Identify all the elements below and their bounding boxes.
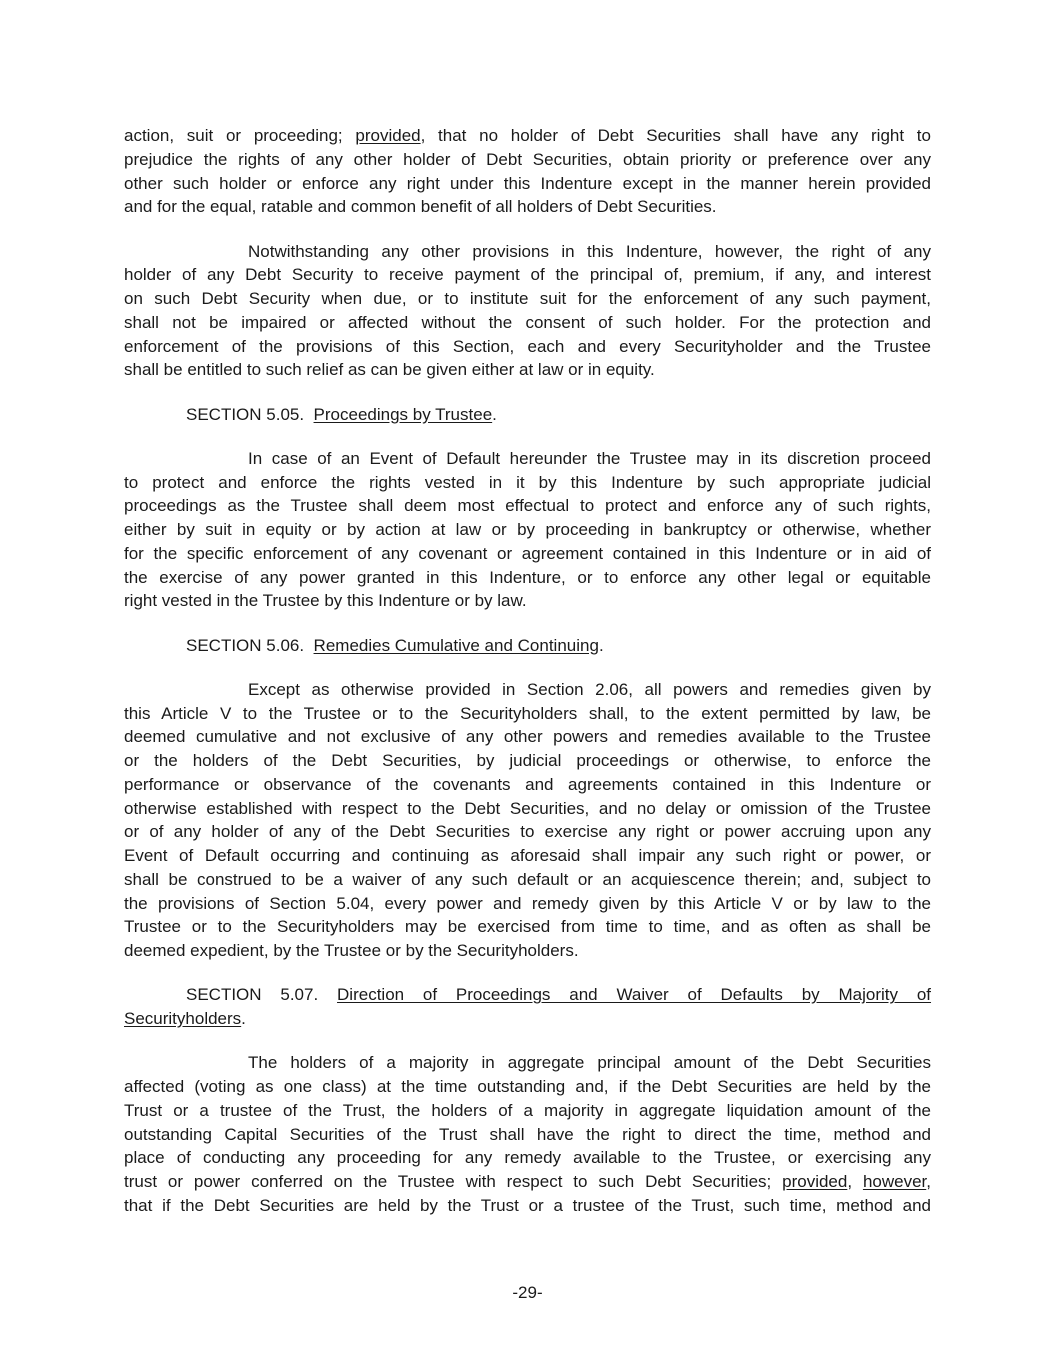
text-line [124, 634, 931, 658]
paragraph [124, 240, 931, 383]
text-line [124, 915, 931, 939]
text-run: . [492, 404, 497, 424]
underlined-text: provided [782, 1172, 848, 1191]
paragraph [124, 124, 931, 219]
text-run: prejudice the rights of any other holder of Debt Securities, obtain priority or preference over any [124, 149, 931, 169]
text-run: shall be entitled to such relief as can be given either at law or in equity. [124, 360, 655, 380]
text-run: performance or observance of the covenants and agreements contained in this Indenture or [124, 774, 931, 794]
page-number: -29- [512, 1283, 543, 1302]
text-line [124, 1170, 931, 1194]
text-run: on such Debt Security when due, or to institute suit for the enforcement of any such payment, [124, 289, 931, 308]
text-line [124, 1146, 931, 1170]
underlined-text: Securityholders [124, 1009, 242, 1028]
text-line [124, 892, 931, 916]
text-run: affected (voting as one class) at the time outstanding and, if the Debt Securities are held by the [124, 1077, 931, 1096]
text-line [124, 403, 931, 427]
text-run: Trust or a trustee of the Trust, the holders of a majority in aggregate liquidation amount of the [124, 1100, 931, 1120]
text-run: The holders of a majority in aggregate principal amount of the Debt Securities [248, 1053, 931, 1073]
text-run: Except as otherwise provided in Section 2.06, all powers and remedies given by [248, 679, 931, 699]
text-run: or of any holder of any of the Debt Securities to exercise any right or power accruing upon any [124, 822, 931, 842]
text-run: SECTION 5.06. [186, 635, 314, 655]
text-line [124, 124, 931, 148]
text-line [124, 566, 931, 590]
text-run: and for the equal, ratable and common benefit of all holders of Debt Securities. [124, 197, 717, 217]
text-line [124, 844, 931, 868]
text-run: , [926, 1172, 931, 1191]
text-line [124, 195, 931, 219]
text-run: for the specific enforcement of any covenant or agreement contained in this Indenture or in aid of [124, 543, 931, 563]
text-line [124, 494, 931, 518]
text-run: Trustee or to the Securityholders may be exercised from time to time, and as often as shall be [124, 917, 931, 937]
text-run: outstanding Capital Securities of the Trust shall have the right to direct the time, method and [124, 1124, 931, 1144]
text-run: that if the Debt Securities are held by the Trust or a trustee of the Trust, such time, method and [124, 1195, 931, 1215]
text-run: or the holders of the Debt Securities, by judicial proceedings or otherwise, to enforce the [124, 751, 931, 770]
paragraph [124, 1051, 931, 1217]
text-run: shall be construed to be a waiver of any such default or an acquiescence therein; and, subject to [124, 869, 931, 889]
text-run: this Article V to the Trustee or to the Securityholders shall, to the extent permitted by law, be [124, 703, 931, 723]
text-run: deemed expedient, by the Trustee or by the Securityholders. [124, 941, 579, 960]
text-line [124, 287, 931, 311]
underlined-text: provided [355, 126, 421, 145]
underlined-text: Proceedings by Trustee [313, 404, 493, 424]
text-line [124, 820, 931, 844]
text-line [124, 1007, 931, 1031]
text-line [124, 358, 931, 382]
text-run: holder of any Debt Security to receive payment of the principal of, premium, if any, and interest [124, 265, 931, 285]
text-line [124, 263, 931, 287]
section-heading [124, 983, 931, 1031]
text-line [124, 148, 931, 172]
text-line [124, 1099, 931, 1123]
text-line [124, 1075, 931, 1099]
text-run: , [847, 1172, 863, 1191]
underlined-text: Remedies Cumulative and Continuing [313, 635, 599, 655]
text-line [124, 797, 931, 821]
paragraph [124, 447, 931, 613]
text-line [124, 725, 931, 749]
text-run: place of conducting any proceeding for any remedy available to the Trustee, or exercising any [124, 1148, 931, 1168]
document-body [124, 124, 931, 1238]
paragraph [124, 678, 931, 963]
text-run: either by suit in equity or by action at law or by proceeding in bankruptcy or otherwise, whether [124, 520, 931, 539]
text-line [124, 678, 931, 702]
text-run: , that no holder of Debt Securities shall have any right to [420, 126, 931, 145]
text-run: the exercise of any power granted in this Indenture, or to enforce any other legal or equitable [124, 567, 931, 587]
text-line [124, 471, 931, 495]
underlined-text: however [862, 1172, 927, 1191]
text-line [124, 939, 931, 963]
text-run: enforcement of the provisions of this Section, each and every Securityholder and the Trustee [124, 336, 931, 356]
text-line [124, 983, 931, 1007]
text-line [124, 868, 931, 892]
text-run: SECTION 5.07. [186, 985, 338, 1005]
text-line [124, 1123, 931, 1147]
text-line [124, 311, 931, 335]
text-run: . [241, 1009, 246, 1028]
text-line [124, 589, 931, 613]
section-heading [124, 403, 931, 427]
text-run: proceedings as the Trustee shall deem most effectual to protect and enforce any of such rights, [124, 496, 931, 516]
text-run: In case of an Event of Default hereunder the Trustee may in its discretion proceed [248, 448, 931, 468]
text-line [124, 447, 931, 471]
text-run: to protect and enforce the rights vested in it by this Indenture by such appropriate judicial [124, 472, 931, 492]
text-line [124, 335, 931, 359]
text-line [124, 542, 931, 566]
text-run: the provisions of Section 5.04, every power and remedy given by this Article V or by law to the [124, 893, 931, 913]
text-run: trust or power conferred on the Trustee with respect to such Debt Securities; [124, 1172, 783, 1191]
text-run: right vested in the Trustee by this Indenture or by law. [124, 591, 527, 611]
underlined-text: Direction of Proceedings and Waiver of Defaults by Majority of [337, 985, 932, 1005]
text-run: otherwise established with respect to the Debt Securities, and no delay or omission of the Trustee [124, 798, 931, 818]
text-run: Event of Default occurring and continuing as aforesaid shall impair any such right or power, or [124, 846, 931, 865]
text-run: Notwithstanding any other provisions in this Indenture, however, the right of any [248, 241, 931, 261]
text-run: other such holder or enforce any right under this Indenture except in the manner herein provided [124, 173, 931, 193]
text-line [124, 240, 931, 264]
text-line [124, 749, 931, 773]
text-line [124, 1051, 931, 1075]
text-line [124, 518, 931, 542]
text-run: SECTION 5.05. [186, 404, 314, 424]
text-run: . [598, 635, 604, 655]
text-line [124, 702, 931, 726]
text-line [124, 1194, 931, 1218]
text-line [124, 172, 931, 196]
text-run: deemed cumulative and not exclusive of any other powers and remedies available to the Trustee [124, 727, 931, 747]
section-heading [124, 634, 931, 658]
text-run: shall not be impaired or affected without the consent of such holder. For the protection and [124, 312, 931, 332]
text-run: action, suit or proceeding; [124, 126, 356, 145]
text-line [124, 773, 931, 797]
